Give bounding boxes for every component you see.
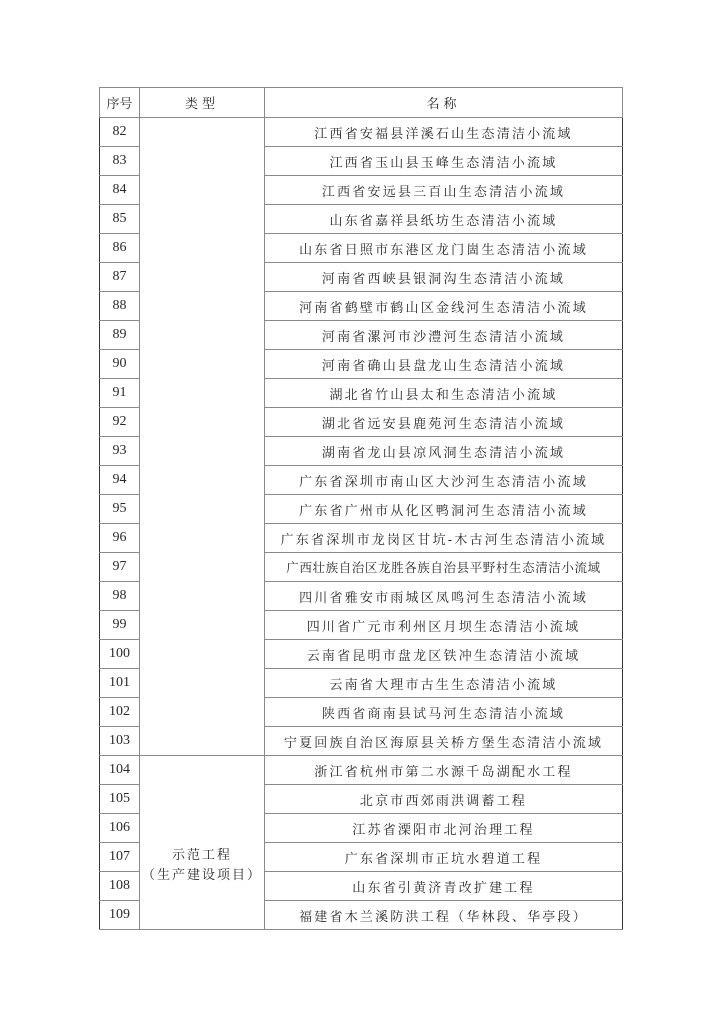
project-name-cell: 江西省玉山县玉峰生态清洁小流域 — [265, 147, 623, 176]
project-name-cell: 湖北省远安县鹿苑河生态清洁小流域 — [265, 408, 623, 437]
serial-number-cell: 109 — [100, 901, 140, 930]
project-name-cell: 山东省嘉祥县纸坊生态清洁小流域 — [265, 205, 623, 234]
serial-number-cell: 86 — [100, 234, 140, 263]
serial-number-cell: 97 — [100, 553, 140, 582]
project-name-cell: 云南省大理市古生生态清洁小流域 — [265, 669, 623, 698]
serial-number-cell: 91 — [100, 379, 140, 408]
project-name-cell: 河南省鹤壁市鹤山区金线河生态清洁小流域 — [265, 292, 623, 321]
project-name-cell: 河南省确山县盘龙山生态清洁小流域 — [265, 350, 623, 379]
project-name-cell: 广西壮族自治区龙胜各族自治县平野村生态清洁小流域 — [265, 553, 623, 582]
project-name-cell: 山东省日照市东港区龙门崮生态清洁小流域 — [265, 234, 623, 263]
project-name-cell: 湖北省竹山县太和生态清洁小流域 — [265, 379, 623, 408]
serial-number-cell: 102 — [100, 698, 140, 727]
project-name-cell: 陕西省商南县试马河生态清洁小流域 — [265, 698, 623, 727]
serial-number-cell: 95 — [100, 495, 140, 524]
project-name-cell: 广东省深圳市龙岗区甘坑-木古河生态清洁小流域 — [265, 524, 623, 553]
project-name-cell: 江西省安远县三百山生态清洁小流域 — [265, 176, 623, 205]
serial-number-cell: 84 — [100, 176, 140, 205]
serial-number-cell: 105 — [100, 785, 140, 814]
project-name-cell: 山东省引黄济青改扩建工程 — [265, 872, 623, 901]
serial-number-cell: 87 — [100, 263, 140, 292]
serial-number-cell: 88 — [100, 292, 140, 321]
header-serial-number: 序号 — [100, 88, 140, 118]
serial-number-cell: 90 — [100, 350, 140, 379]
serial-number-cell: 83 — [100, 147, 140, 176]
project-name-cell: 浙江省杭州市第二水源千岛湖配水工程 — [265, 756, 623, 785]
project-name-cell: 湖南省龙山县凉风洞生态清洁小流域 — [265, 437, 623, 466]
project-name-cell: 北京市西郊雨洪调蓄工程 — [265, 785, 623, 814]
serial-number-cell: 92 — [100, 408, 140, 437]
type-cell — [140, 118, 265, 756]
table-row — [100, 756, 623, 785]
serial-number-cell: 89 — [100, 321, 140, 350]
project-name-cell: 广东省深圳市南山区大沙河生态清洁小流域 — [265, 466, 623, 495]
table-row — [100, 118, 623, 147]
serial-number-cell: 104 — [100, 756, 140, 785]
header-name: 名称 — [265, 88, 623, 118]
project-name-cell: 广东省广州市从化区鸭洞河生态清洁小流域 — [265, 495, 623, 524]
project-name-cell: 江苏省溧阳市北河治理工程 — [265, 814, 623, 843]
serial-number-cell: 107 — [100, 843, 140, 872]
type-label-line-2: （生产建设项目） — [141, 867, 262, 883]
project-name-cell: 江西省安福县洋溪石山生态清洁小流域 — [265, 118, 623, 147]
serial-number-cell: 85 — [100, 205, 140, 234]
serial-number-cell: 106 — [100, 814, 140, 843]
table-body — [100, 118, 623, 930]
project-name-cell: 广东省深圳市正坑水碧道工程 — [265, 843, 623, 872]
project-list-table — [99, 87, 623, 930]
serial-number-cell: 108 — [100, 872, 140, 901]
project-name-cell: 宁夏回族自治区海原县关桥方堡生态清洁小流域 — [265, 727, 623, 756]
serial-number-cell: 101 — [100, 669, 140, 698]
table-header-row — [100, 88, 623, 118]
project-name-cell: 四川省雅安市雨城区凤鸣河生态清洁小流域 — [265, 582, 623, 611]
type-cell — [140, 756, 265, 930]
type-label-line-1: 示范工程 — [171, 847, 232, 863]
serial-number-cell: 93 — [100, 437, 140, 466]
project-name-cell: 云南省昆明市盘龙区铁冲生态清洁小流域 — [265, 640, 623, 669]
serial-number-cell: 103 — [100, 727, 140, 756]
serial-number-cell: 96 — [100, 524, 140, 553]
project-name-cell: 福建省木兰溪防洪工程（华林段、华亭段） — [265, 901, 623, 930]
serial-number-cell: 98 — [100, 582, 140, 611]
serial-number-cell: 82 — [100, 118, 140, 147]
serial-number-cell: 100 — [100, 640, 140, 669]
header-type: 类型 — [140, 88, 265, 118]
serial-number-cell: 94 — [100, 466, 140, 495]
type-label — [142, 846, 262, 886]
project-name-cell: 四川省广元市利州区月坝生态清洁小流域 — [265, 611, 623, 640]
project-name-cell: 河南省西峡县银洞沟生态清洁小流域 — [265, 263, 623, 292]
project-name-cell: 河南省漯河市沙澧河生态清洁小流域 — [265, 321, 623, 350]
serial-number-cell: 99 — [100, 611, 140, 640]
